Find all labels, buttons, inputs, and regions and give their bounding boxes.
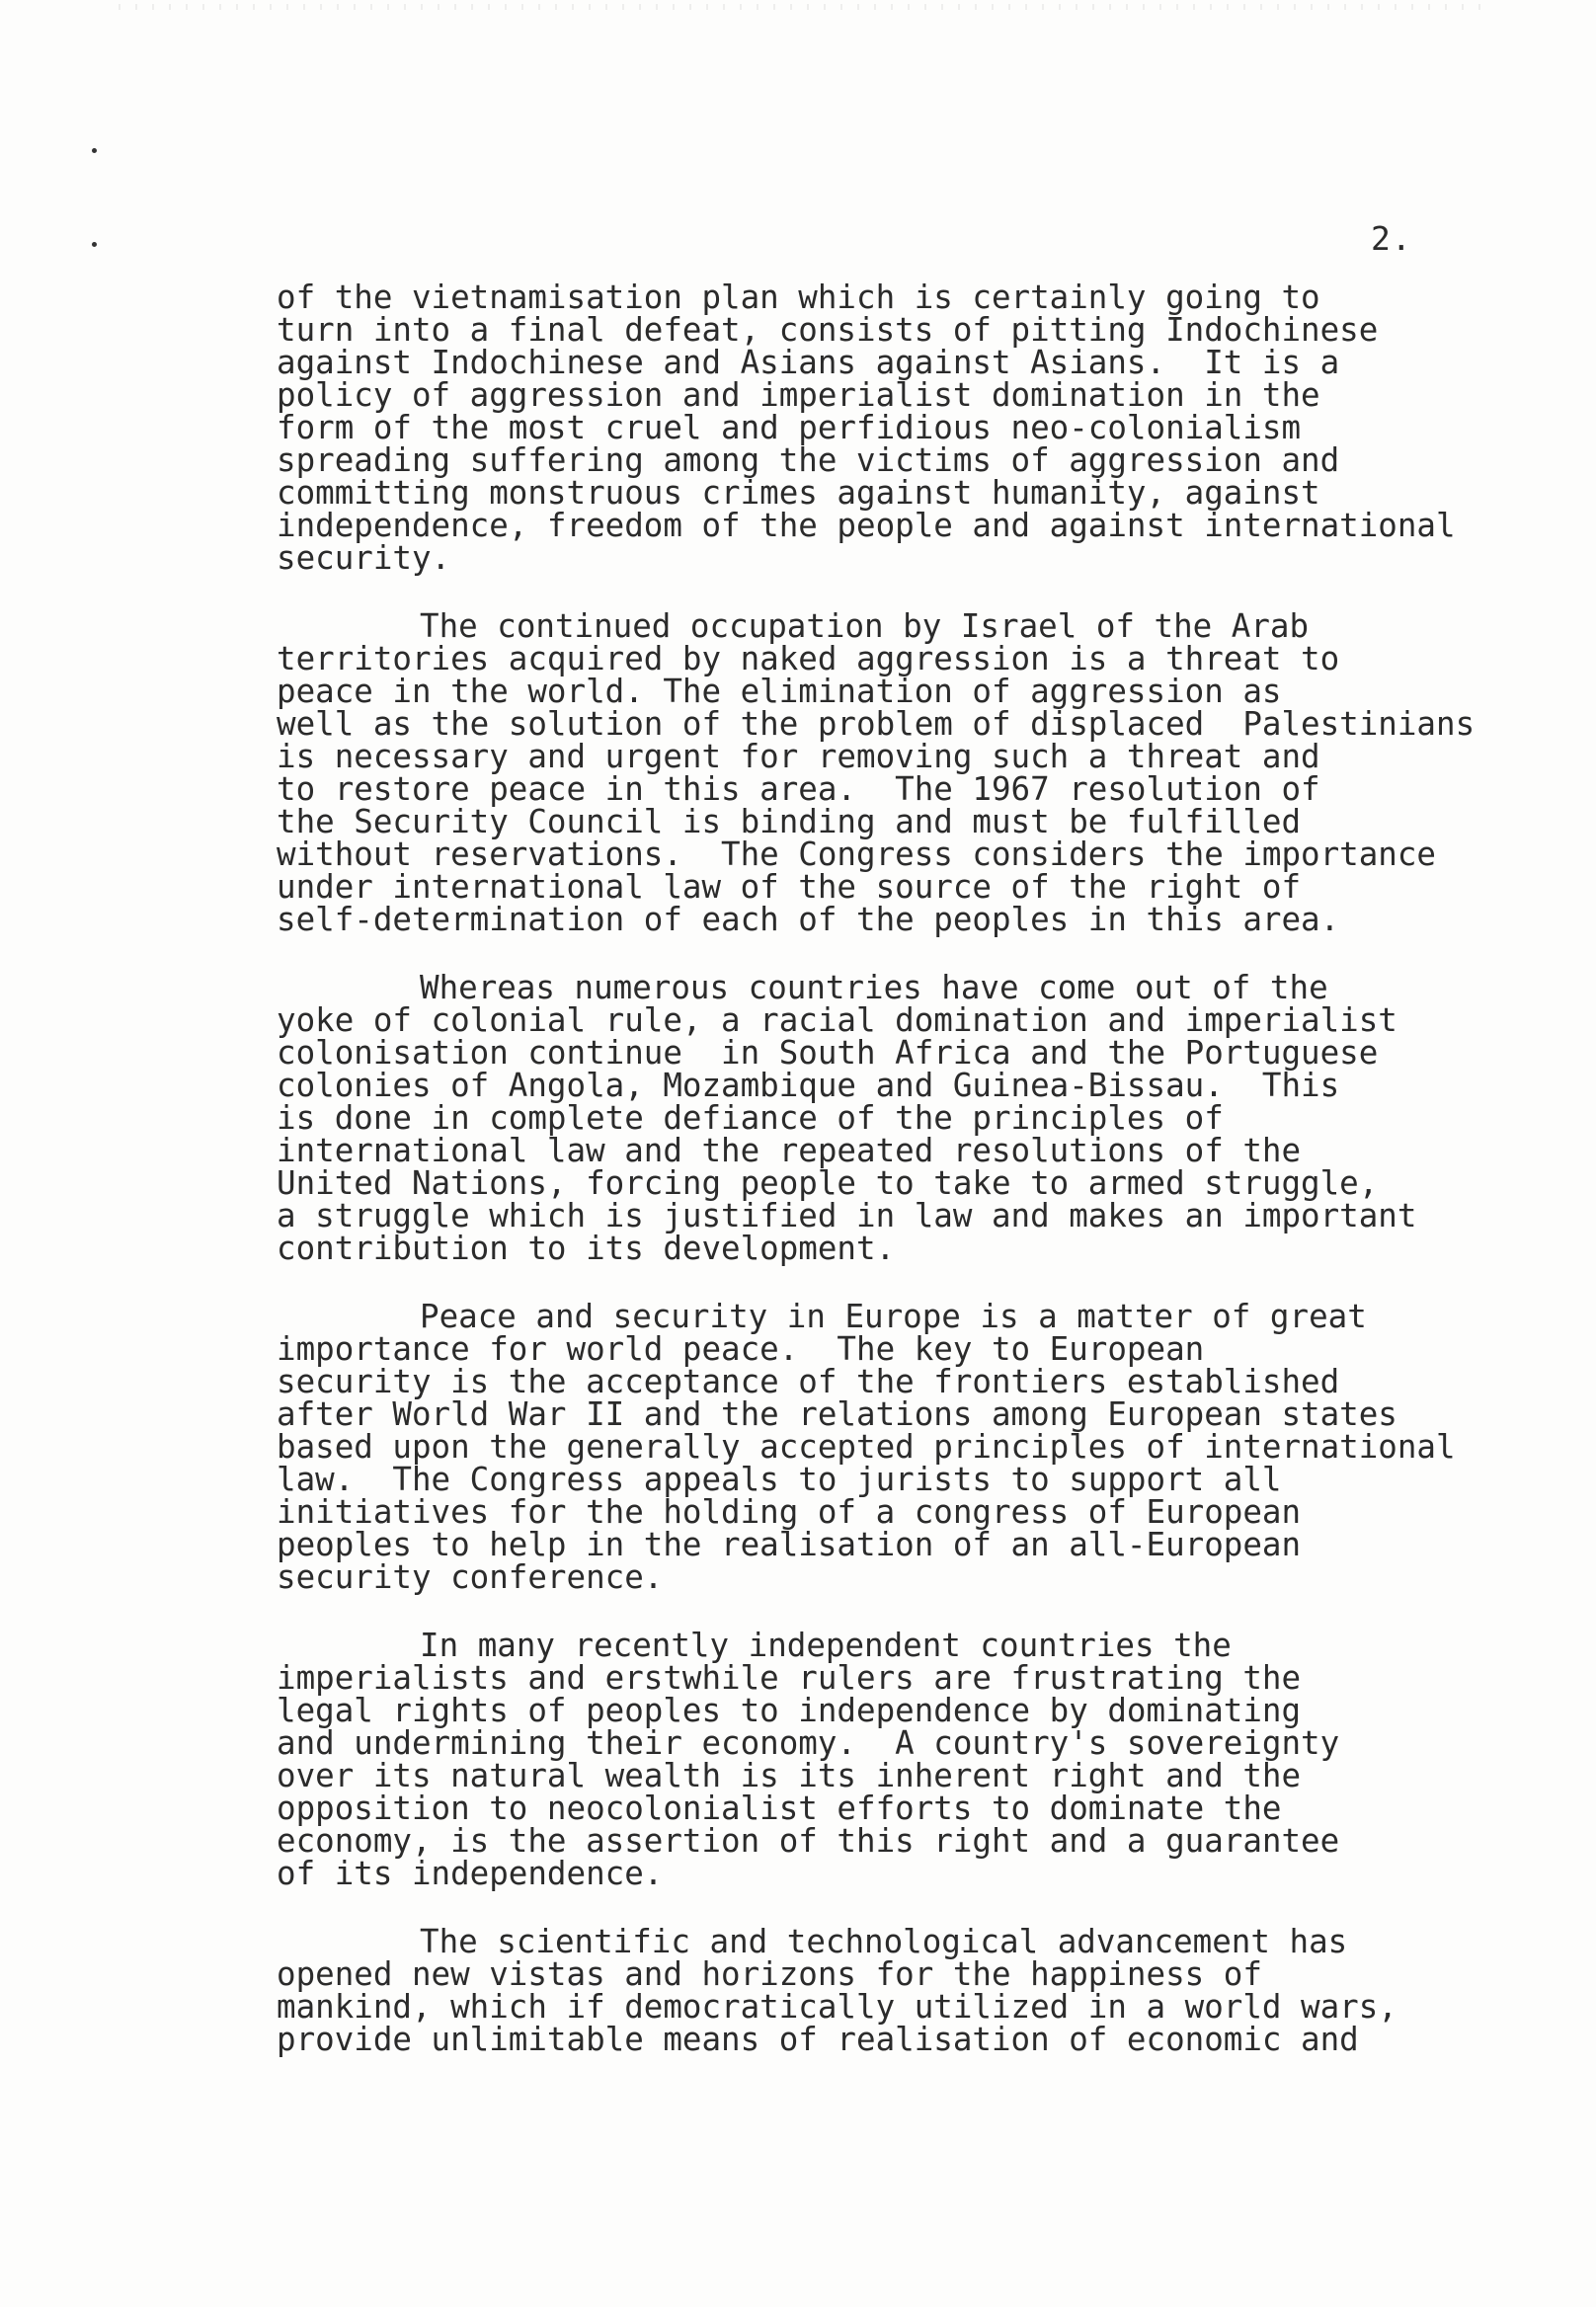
text-line: security is the acceptance of the frontiers established bbox=[277, 1363, 1340, 1400]
text-line: peoples to help in the realisation of an all-European bbox=[277, 1526, 1302, 1563]
text-line: a struggle which is justified in law and makes an important bbox=[277, 1197, 1417, 1234]
text-line: United Nations, forcing people to take to armed struggle, bbox=[277, 1164, 1379, 1202]
text-line: security. bbox=[277, 539, 451, 577]
paragraph bbox=[277, 969, 1541, 1267]
text-line: is done in complete defiance of the principles of bbox=[277, 1099, 1224, 1137]
text-line: the Security Council is binding and must be fulfilled bbox=[277, 803, 1302, 840]
text-line: The scientific and technological advancement has bbox=[420, 1923, 1348, 1960]
text-line: In many recently independent countries the bbox=[420, 1627, 1232, 1664]
text-line: colonies of Angola, Mozambique and Guinea-Bissau. This bbox=[277, 1067, 1340, 1104]
punch-hole-mark bbox=[92, 242, 97, 247]
text-line: turn into a final defeat, consists of pitting Indochinese bbox=[277, 311, 1379, 349]
text-line: peace in the world. The elimination of aggression as bbox=[277, 673, 1282, 710]
text-line: initiatives for the holding of a congress of European bbox=[277, 1493, 1302, 1531]
text-line: security conference. bbox=[277, 1558, 664, 1596]
text-line: without reservations. The Congress considers the importance bbox=[277, 835, 1436, 873]
text-line: of the vietnamisation plan which is certainly going to bbox=[277, 278, 1320, 316]
text-line: economy, is the assertion of this right and a guarantee bbox=[277, 1822, 1340, 1860]
text-line: yoke of colonial rule, a racial domination and imperialist bbox=[277, 1001, 1397, 1039]
text-line: against Indochinese and Asians against Asians. It is a bbox=[277, 344, 1340, 381]
scan-artifact bbox=[119, 4, 1481, 10]
text-line: Whereas numerous countries have come out of the bbox=[420, 969, 1328, 1006]
text-line: territories acquired by naked aggression is a threat to bbox=[277, 640, 1340, 677]
text-line: importance for world peace. The key to European bbox=[277, 1330, 1205, 1368]
paragraph bbox=[277, 607, 1541, 938]
text-line: of its independence. bbox=[277, 1855, 664, 1892]
text-line: self-determination of each of the peoples in this area. bbox=[277, 901, 1340, 938]
document-body bbox=[277, 278, 1541, 2092]
paragraph bbox=[277, 1298, 1541, 1596]
text-line: is necessary and urgent for removing such a threat and bbox=[277, 738, 1320, 775]
text-line: provide unlimitable means of realisation of economic and bbox=[277, 2021, 1359, 2058]
text-line: well as the solution of the problem of displaced Palestinians bbox=[277, 705, 1476, 743]
text-line: based upon the generally accepted principles of international bbox=[277, 1428, 1456, 1466]
text-line: The continued occupation by Israel of the Arab bbox=[420, 607, 1310, 645]
text-line: spreading suffering among the victims of aggression and bbox=[277, 441, 1340, 479]
text-line: to restore peace in this area. The 1967 resolution of bbox=[277, 770, 1320, 808]
text-line: after World War II and the relations among European states bbox=[277, 1395, 1397, 1433]
text-line: imperialists and erstwhile rulers are frustrating the bbox=[277, 1659, 1302, 1697]
paragraph bbox=[277, 278, 1541, 577]
text-line: policy of aggression and imperialist domination in the bbox=[277, 376, 1320, 414]
punch-hole-mark bbox=[92, 148, 97, 153]
text-line: international law and the repeated resolutions of the bbox=[277, 1132, 1302, 1169]
text-line: legal rights of peoples to independence by dominating bbox=[277, 1692, 1302, 1729]
paragraph bbox=[277, 1923, 1541, 2058]
text-line: law. The Congress appeals to jurists to support all bbox=[277, 1461, 1282, 1498]
text-line: independence, freedom of the people and against international bbox=[277, 507, 1456, 544]
text-line: opened new vistas and horizons for the happiness of bbox=[277, 1955, 1262, 1993]
text-line: over its natural wealth is its inherent right and the bbox=[277, 1757, 1302, 1794]
text-line: opposition to neocolonialist efforts to dominate the bbox=[277, 1790, 1282, 1827]
text-line: committing monstruous crimes against humanity, against bbox=[277, 474, 1320, 512]
text-line: mankind, which if democratically utilized in a world wars, bbox=[277, 1988, 1397, 2026]
page-number: 2. bbox=[1371, 219, 1412, 258]
text-line: under international law of the source of the right of bbox=[277, 868, 1302, 906]
text-line: Peace and security in Europe is a matter of great bbox=[420, 1298, 1367, 1335]
text-line: and undermining their economy. A country's sovereignty bbox=[277, 1724, 1340, 1762]
text-line: form of the most cruel and perfidious neo-colonialism bbox=[277, 409, 1302, 446]
text-line: contribution to its development. bbox=[277, 1230, 896, 1267]
text-line: colonisation continue in South Africa and the Portuguese bbox=[277, 1034, 1379, 1072]
paragraph bbox=[277, 1627, 1541, 1892]
